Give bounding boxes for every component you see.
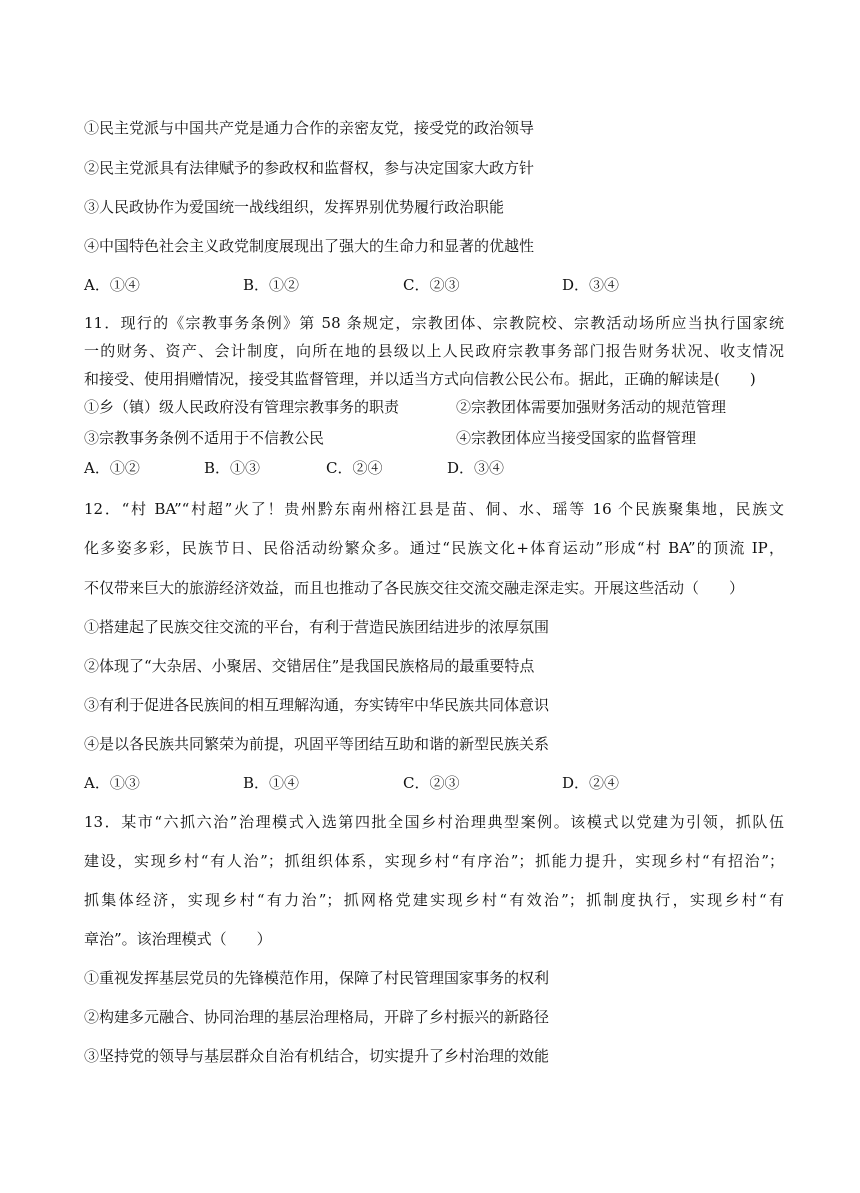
- q12-statement-4: ④是以各民族共同繁荣为前提，巩固平等团结互助和谐的新型民族关系: [84, 735, 550, 753]
- q12-stem-line-3: 不仅带来巨大的旅游经济效益，而且也推动了各民族交往交流交融走深走实。开展这些活动（ ）: [84, 579, 745, 597]
- q12-stem-line-1: 12．“村 BA”“村超”火了！贵州黔东南州榕江县是苗、侗、水、瑶等 16 个民族聚集地，民族文: [84, 500, 784, 518]
- q11-stem-line-2: 一的财务、资产、会计制度，向所在地的县级以上人民政府宗教事务部门报告财务状况、收支情况: [84, 342, 784, 360]
- q12-statement-2: ②体现了“大杂居、小聚居、交错居住”是我国民族格局的最重要特点: [84, 657, 535, 675]
- q10-option-a[interactable]: A．①④: [84, 276, 140, 294]
- q11-option-b[interactable]: B．①③: [204, 459, 261, 477]
- q10-option-c[interactable]: C．②③: [403, 276, 460, 294]
- q10-option-d[interactable]: D．③④: [562, 276, 620, 294]
- q13-statement-2: ②构建多元融合、协同治理的基层治理格局，开辟了乡村振兴的新路径: [84, 1008, 550, 1026]
- q10-statement-1: ①民主党派与中国共产党是通力合作的亲密友党，接受党的政治领导: [84, 119, 535, 137]
- q12-option-d[interactable]: D．②④: [562, 774, 620, 792]
- q13-stem-line-1: 13．某市“六抓六治”治理模式入选第四批全国乡村治理典型案例。该模式以党建为引领，抓队伍: [84, 813, 784, 831]
- q10-option-b[interactable]: B．①②: [243, 276, 300, 294]
- q12-option-b[interactable]: B．①④: [243, 774, 300, 792]
- q10-statement-3: ③人民政协作为爱国统一战线组织，发挥界别优势履行政治职能: [84, 198, 505, 216]
- q10-statement-2: ②民主党派具有法律赋予的参政权和监督权，参与决定国家大政方针: [84, 159, 535, 177]
- q13-statement-3: ③坚持党的领导与基层群众自治有机结合，切实提升了乡村治理的效能: [84, 1047, 550, 1065]
- q12-stem-line-2: 化多姿多彩，民族节日、民俗活动纷繁众多。通过“民族文化+体育运动”形成“村 BA”的顶流 IP，: [84, 539, 784, 557]
- q10-statement-4: ④中国特色社会主义政党制度展现出了强大的生命力和显著的优越性: [84, 237, 535, 255]
- q13-stem-line-4: 章治”。该治理模式（ ）: [84, 930, 272, 948]
- q12-statement-1: ①搭建起了民族交往交流的平台，有利于营造民族团结进步的浓厚氛围: [84, 618, 550, 636]
- q11-stem-line-1: 11．现行的《宗教事务条例》第 58 条规定，宗教团体、宗教院校、宗教活动场所应当执行国家统: [84, 314, 784, 332]
- q12-option-c[interactable]: C．②③: [403, 774, 460, 792]
- q13-stem-line-2: 建设，实现乡村“有人治”；抓组织体系，实现乡村“有序治”；抓能力提升，实现乡村“有招治”；: [84, 852, 784, 870]
- q11-statement-4: ④宗教团体应当接受国家的监督管理: [456, 429, 697, 447]
- q13-statement-1: ①重视发挥基层党员的先锋模范作用，保障了村民管理国家事务的权利: [84, 969, 550, 987]
- q13-stem-line-3: 抓集体经济，实现乡村“有力治”；抓网格党建实现乡村“有效治”；抓制度执行，实现乡村“有: [84, 891, 784, 909]
- q11-option-a[interactable]: A．①②: [84, 459, 140, 477]
- q11-option-d[interactable]: D．③④: [447, 459, 505, 477]
- q11-statement-1: ①乡（镇）级人民政府没有管理宗教事务的职责: [84, 398, 400, 416]
- q11-option-c[interactable]: C．②④: [326, 459, 383, 477]
- q12-statement-3: ③有利于促进各民族间的相互理解沟通，夯实铸牢中华民族共同体意识: [84, 696, 550, 714]
- q11-statement-3: ③宗教事务条例不适用于不信教公民: [84, 429, 325, 447]
- q11-stem-line-3: 和接受、使用捐赠情况，接受其监督管理，并以适当方式向信教公民公布。据此，正确的解读是( ): [84, 370, 756, 388]
- q11-statement-2: ②宗教团体需要加强财务活动的规范管理: [456, 398, 727, 416]
- q12-option-a[interactable]: A．①③: [84, 774, 140, 792]
